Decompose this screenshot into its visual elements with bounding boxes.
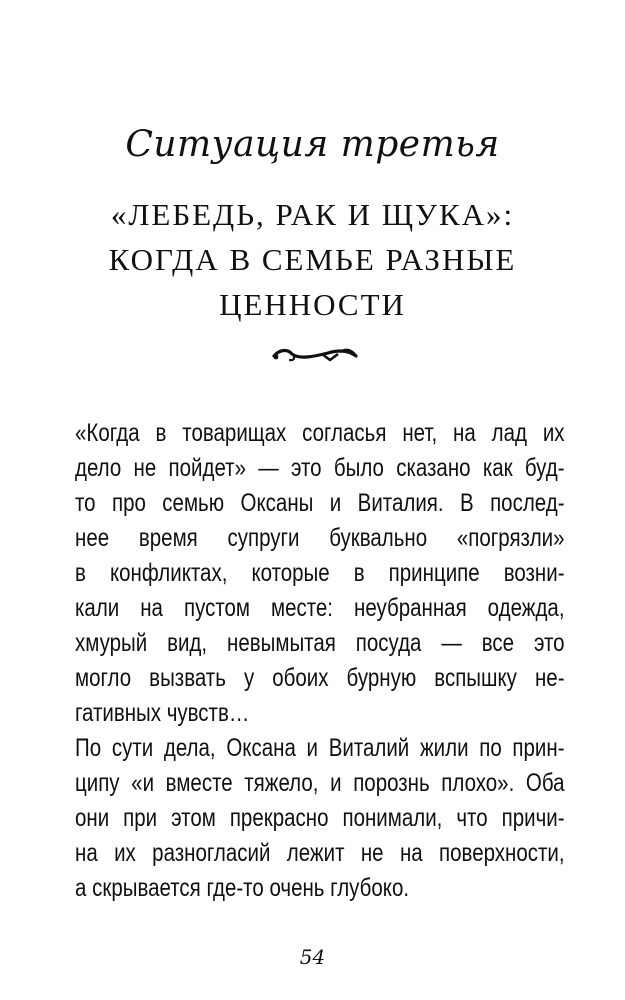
page-number: 54 xyxy=(299,945,326,969)
body-line: дело не пойдет» — это было сказано как буд- xyxy=(75,454,565,482)
body-line: они при этом прекрасно понимали, что причи- xyxy=(75,804,565,832)
body-line: а скрывается где-то очень глубоко. xyxy=(75,874,410,902)
body-line: гативных чувств… xyxy=(75,699,250,727)
body-line: По сути дела, Оксана и Виталий жили по прин- xyxy=(75,734,565,762)
body-line: «Когда в товарищах согласья нет, на лад их xyxy=(75,419,565,447)
chapter-title-line: «ЛЕБЕДЬ, РАК И ЩУКА»: xyxy=(110,197,515,232)
chapter-title-line: КОГДА В СЕМЬЕ РАЗНЫЕ xyxy=(108,242,517,277)
body-line: могло вызвать у обоих бурную вспышку не- xyxy=(75,664,565,692)
body-line: нее время супруги буквально «погрязли» xyxy=(75,524,565,552)
body-text xyxy=(75,416,565,906)
body-line: в конфликтах, которые в принципе возни- xyxy=(75,559,565,587)
chapter-title xyxy=(60,192,565,327)
body-line: на их разногласий лежит не на поверхности, xyxy=(75,839,565,867)
body-line: кали на пустом месте: неубранная одежда, xyxy=(75,594,565,622)
body-line: хмурый вид, невымытая посуда — все это xyxy=(75,629,565,657)
body-line: ципу «и вместе тяжело, и порознь плохо». Оба xyxy=(75,769,565,797)
situation-label: Ситуация третья xyxy=(125,124,500,165)
body-line: то про семью Оксаны и Виталия. В послед- xyxy=(75,489,565,517)
chapter-title-line: ЦЕННОСТИ xyxy=(219,287,406,322)
swash-ornament-icon xyxy=(270,340,360,370)
